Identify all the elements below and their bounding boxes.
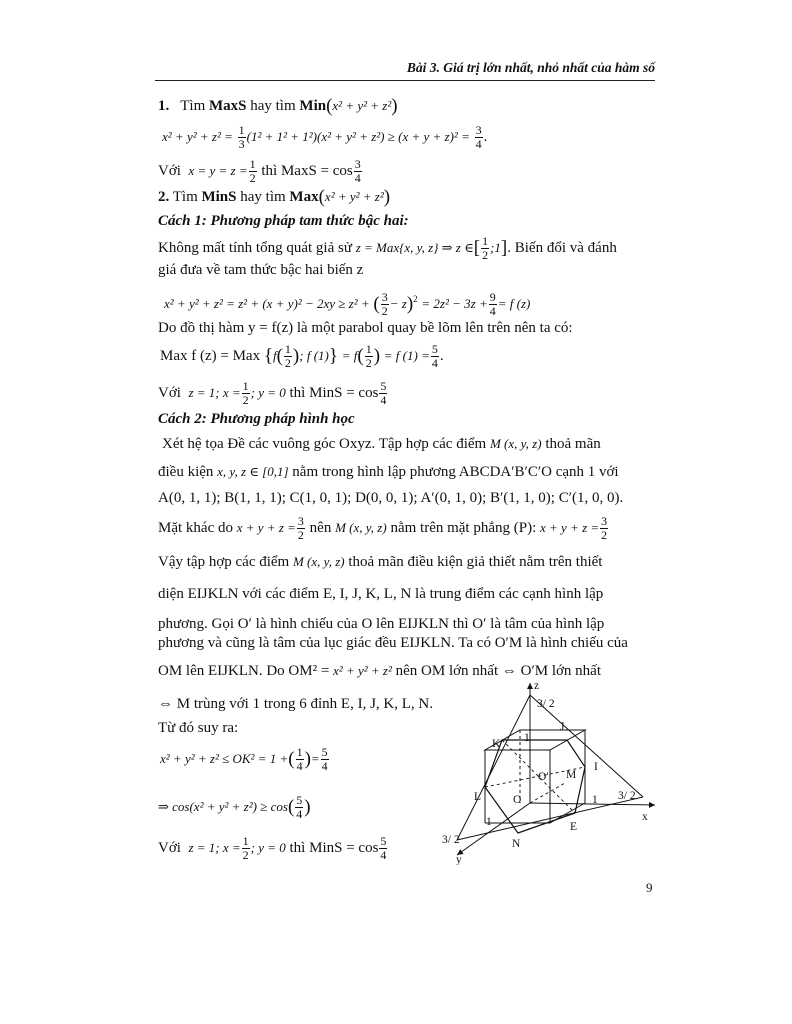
c2-l11: Từ đó suy ra: <box>158 720 239 736</box>
fig-label-o-prime: O′ <box>538 771 549 783</box>
c2-l9a: OM lên EIJKLN. Do OM² = <box>158 663 330 679</box>
s1-arg: x² + y² + z² <box>332 98 392 113</box>
c1-p1-frac: $\frac{1}{2}$ <box>482 234 489 262</box>
c1-max-a: Max f (z) = Max <box>160 347 261 364</box>
s2-t2: hay tìm <box>240 189 286 205</box>
fig-label-l: L <box>474 791 482 803</box>
c1-eq1-b: − z <box>389 296 407 311</box>
s1-frac-half: $\frac{1}{2}$ <box>249 157 256 185</box>
s1-maxs: MaxS <box>208 98 247 114</box>
c1-max-e: = f (1) = <box>383 347 430 363</box>
c1-with-frac2: $\frac{5}{4}$ <box>380 379 387 407</box>
s1-frac-one-third: $\frac{1}{3}$ <box>238 123 245 151</box>
s1-frac-cos: $\frac{3}{4}$ <box>354 157 361 185</box>
s1-with-math: x = y = z = <box>188 162 248 178</box>
c2-l4-math2: M (x, y, z) <box>335 519 387 535</box>
fig-label-y: y <box>456 854 462 865</box>
s2-arg: x² + y² + z² <box>324 189 384 204</box>
c1-max-b: f <box>272 347 277 363</box>
s2-t1: Tìm <box>172 189 198 205</box>
c2-e1-b: = <box>310 750 320 766</box>
c2-e1: x² + y² + z² ≤ OK² = 1 +( $\frac{1}{4}$ )= $\frac{5}{4}$ <box>160 745 328 773</box>
s1-ineq-lhs: x² + y² + z² = <box>162 128 233 144</box>
c2-e1-frac2: $\frac{5}{4}$ <box>321 745 328 773</box>
c2-l4-math3: x + y + z = <box>540 519 600 535</box>
c1-p1a: Không mất tính tổng quát giả sử <box>158 239 352 256</box>
page-number: 9 <box>646 880 653 895</box>
s1-with: Với <box>158 162 181 179</box>
fig-label-m: M <box>566 769 577 781</box>
fig-label-y32: 3/ 2 <box>442 834 460 846</box>
c1-with-text: thì MinS = cos <box>289 384 379 401</box>
c1-with-math: z = 1; x = <box>188 384 241 400</box>
c2-l2-math: x, y, z ∈ [0,1] <box>217 464 289 479</box>
c1-p1-math: z = Max{x, y, z} ⇒ z ∈ <box>355 239 474 255</box>
c2-l2 <box>158 462 658 482</box>
fig-label-o: O <box>513 794 522 806</box>
fig-label-z32: 3/ 2 <box>537 698 555 710</box>
fig-label-e: E <box>570 821 578 833</box>
c1-with-frac: $\frac{1}{2}$ <box>242 379 249 407</box>
c2-with-text: thì MinS = cos <box>289 839 379 856</box>
c2-l9-math: x² + y² + z² <box>333 663 392 678</box>
c2-with-frac2: $\frac{5}{4}$ <box>380 834 387 862</box>
c1-eq1-e: = f (z) <box>497 296 531 311</box>
c1-max-d: = f <box>341 347 358 363</box>
s1-t2: hay tìm <box>250 98 296 114</box>
header-rule <box>155 80 655 81</box>
c1-title: Cách 1: Phương pháp tam thức bậc hai: <box>158 213 409 229</box>
fig-label-x: x <box>642 811 648 823</box>
c2-l5-math: M (x, y, z) <box>292 554 345 569</box>
c1-eq1-c: = 2z² − 3z + <box>421 296 488 311</box>
c2-l4-frac2: $\frac{3}{2}$ <box>601 514 608 542</box>
c1-eq1-a: x² + y² + z² = z² + (x + y)² − 2xy ≥ z² + <box>164 296 370 311</box>
c1-p1-r: ;1 <box>490 239 501 255</box>
fig-label-i: I <box>594 761 598 773</box>
c2-e1-a: x² + y² + z² ≤ OK² = 1 + <box>160 750 289 766</box>
c2-l3: A(0, 1, 1); B(1, 1, 1); C(1, 0, 1); D(0, 0, 1); A′(0, 1, 0); B′(1, 1, 0); C′(1, 0, 0). <box>158 490 624 506</box>
c2-with-math2: ; y = 0 <box>250 839 286 855</box>
s1-inequality: x² + y² + z² = $\frac{1}{3}$ (1² + 1² + 1²)(x² + y² + z²) ≥ (x + y + z)² = $\frac{3}{4}$ . <box>162 123 488 151</box>
c2-e1-frac: $\frac{1}{4}$ <box>296 745 303 773</box>
s2-mins: MinS <box>201 189 237 205</box>
c1-max-eq: Max f (z) = Max {f( $\frac{1}{2}$ ); f (1)} = f( $\frac{1}{2}$ ) = f (1) = $\frac{5}{4}$ . <box>160 342 444 370</box>
c2-l5 <box>158 552 658 572</box>
c2-l4-math: x + y + z = <box>236 519 296 535</box>
c2-l6: diện EIJKLN với các điểm E, I, J, K, L, N là trung điểm các cạnh hình lập <box>158 586 604 602</box>
s2-max: Max <box>289 189 319 205</box>
c1-max-frac2: $\frac{1}{2}$ <box>365 342 372 370</box>
c1-max-frac: $\frac{1}{2}$ <box>284 342 291 370</box>
s2-number: 2. <box>158 189 170 205</box>
fig-label-n: N <box>512 838 521 850</box>
c1-p2: giá đưa về tam thức bậc hai biến z <box>158 262 364 278</box>
c2-l2b: nằm trong hình lập phương ABCDA′B′C′O cạnh 1 với <box>292 464 619 480</box>
c2-e2-frac: $\frac{5}{4}$ <box>296 793 303 821</box>
c2-l4b: nên <box>309 519 332 536</box>
fig-label-k: K <box>492 738 501 750</box>
fig-label-one-right: 1 <box>592 794 598 806</box>
c1-with: Với <box>158 384 181 401</box>
s2-title: 2. Tìm MinS hay tìm Max(x² + y² + z²) <box>158 186 391 208</box>
c2-with: Với <box>158 839 181 856</box>
c1-eq1: x² + y² + z² = z² + (x + y)² − 2xy ≥ z² + ( $\frac{3}{2}$ − z)$^2$ = 2z² − 3z + $\frac{9}{4}$ = f (z) <box>164 290 531 319</box>
fig-label-one-top: 1 <box>524 732 530 744</box>
c2-l4c: nằm trên mặt phẳng (P): <box>390 519 537 536</box>
c1-p1: Không mất tính tổng quát giả sử z = Max{x, y, z} ⇒ z ∈[ $\frac{1}{2}$ ;1]. Biến đổi và đánh <box>158 234 617 262</box>
c2-l4-frac: $\frac{3}{2}$ <box>297 514 304 542</box>
c1-p3: Do đồ thị hàm y = f(z) là một parabol quay bề lõm lên trên nên ta có: <box>158 320 573 336</box>
c2-e2: ⇒ cos(x² + y² + z²) ≥ cos( $\frac{5}{4}$ ) <box>158 793 311 821</box>
c2-e2-a: ⇒ cos(x² + y² + z²) ≥ cos <box>158 798 288 814</box>
s1-ineq-mid: (1² + 1² + 1²)(x² + y² + z²) ≥ (x + y + z)² = <box>246 128 470 144</box>
c2-l1-math: M (x, y, z) <box>489 436 542 451</box>
c2-l1b: thoả mãn <box>545 436 601 452</box>
s1-conclusion <box>158 158 658 185</box>
c2-l7: phương. Gọi O′ là hình chiếu của O lên EIJKLN thì O′ là tâm của hình lập <box>158 616 605 632</box>
c2-l4a: Mặt khác do <box>158 519 233 536</box>
s1-frac-3-4: $\frac{3}{4}$ <box>475 123 482 151</box>
s1-with-text: thì MaxS = cos <box>261 162 353 179</box>
c1-max-frac3: $\frac{5}{4}$ <box>431 342 438 370</box>
s1-t1: Tìm <box>180 98 206 114</box>
cube-section-figure <box>430 675 670 865</box>
s1-title: 1. Tìm MaxS hay tìm Min(x² + y² + z²) <box>158 95 398 117</box>
c2-with-frac: $\frac{1}{2}$ <box>242 834 249 862</box>
c2-l1a: Xét hệ tọa Đề các vuông góc Oxyz. Tập hợp các điểm <box>162 436 487 452</box>
c1-max-c: ; f (1) <box>299 347 329 363</box>
s1-number: 1. <box>158 98 170 114</box>
c2-l1 <box>162 434 662 454</box>
c1-eq1-frac: $\frac{3}{2}$ <box>381 290 388 319</box>
c2-title: Cách 2: Phương pháp hình học <box>158 411 355 427</box>
fig-label-j: J <box>560 721 565 733</box>
s1-min: Min <box>299 98 327 114</box>
c2-l8: phương và cũng là tâm của lục giác đều EIJKLN. Ta có O′M là hình chiếu của <box>158 635 628 651</box>
fig-label-z: z <box>534 680 540 692</box>
c1-eq1-frac2: $\frac{9}{4}$ <box>489 290 496 319</box>
c2-l5b: thoả mãn điều kiện giả thiết nằm trên thiết <box>348 554 603 570</box>
c2-l2a: điều kiện <box>158 464 214 480</box>
c2-with-math: z = 1; x = <box>188 839 241 855</box>
c1-p1b: . Biến đổi và đánh <box>507 239 617 256</box>
fig-label-one-left: 1 <box>486 816 492 828</box>
c2-l10: ⇔ M trùng với 1 trong 6 đỉnh E, I, J, K, L, N. <box>158 696 434 712</box>
c1-conclusion <box>158 380 658 407</box>
c2-l9b: nên OM lớn nhất ⇔ O′M lớn nhất <box>395 663 602 679</box>
fig-label-x32: 3/ 2 <box>618 790 636 802</box>
c2-l4 <box>158 515 658 542</box>
c1-with-math2: ; y = 0 <box>250 384 286 400</box>
running-header: Bài 3. Giá trị lớn nhất, nhỏ nhất của hàm số <box>406 60 655 75</box>
c2-l5a: Vậy tập hợp các điểm <box>158 554 290 570</box>
